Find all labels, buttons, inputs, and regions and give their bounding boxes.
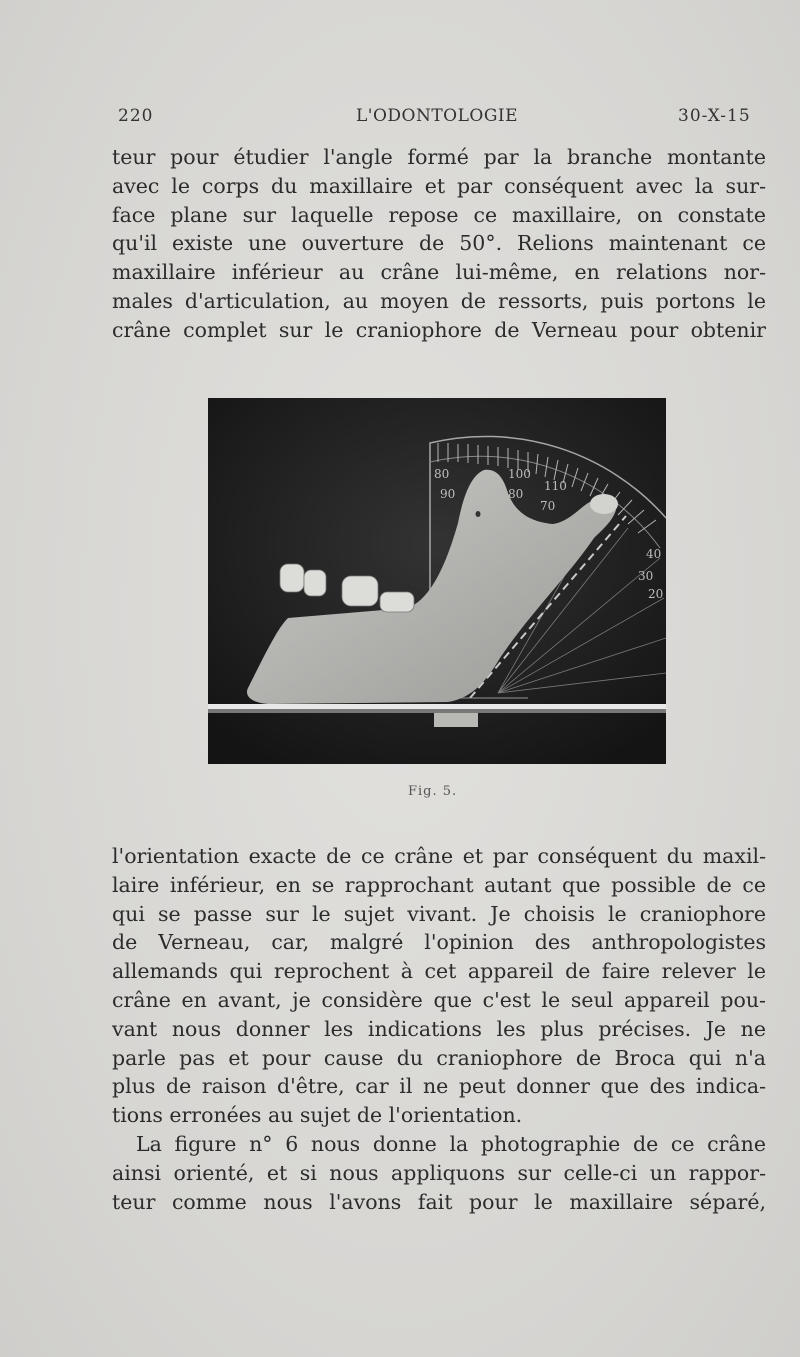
text-line: face plane sur laquelle repose ce maxillaire, on constate bbox=[112, 202, 766, 227]
protractor-label: 80 bbox=[508, 487, 524, 501]
protractor-label: 100 bbox=[508, 467, 531, 481]
text-line: La figure n° 6 nous donne la photographie de ce crâne bbox=[136, 1131, 766, 1156]
text-line: crâne complet sur le craniophore de Verneau pour obtenir bbox=[112, 317, 766, 342]
text-line: maxillaire inférieur au crâne lui-même, en relations nor- bbox=[112, 260, 766, 285]
journal-title: L'ODONTOLOGIE bbox=[356, 106, 519, 126]
text-line: parle pas et pour cause du craniophore de Broca qui n'a bbox=[112, 1045, 766, 1070]
text-line: teur comme nous l'avons fait pour le maxillaire séparé, bbox=[112, 1189, 766, 1214]
protractor-label: 70 bbox=[540, 499, 556, 513]
text-line: teur pour étudier l'angle formé par la branche montante bbox=[112, 145, 766, 169]
paragraph-2 bbox=[112, 842, 766, 1216]
paragraph-1 bbox=[112, 143, 766, 345]
figure-caption: Fig. 5. bbox=[408, 784, 458, 799]
text-line: allemands qui reprochent à cet appareil de faire relever le bbox=[112, 959, 766, 984]
figure-photograph bbox=[208, 398, 666, 764]
protractor-label: 20 bbox=[648, 587, 664, 601]
text-line: de Verneau, car, malgré l'opinion des anthropologistes bbox=[112, 930, 766, 955]
text-line: l'orientation exacte de ce crâne et par conséquent du maxil- bbox=[112, 844, 766, 868]
protractor-label: 80 bbox=[434, 467, 450, 481]
text-line: males d'articulation, au moyen de ressorts, puis portons le bbox=[112, 288, 766, 313]
protractor-label: 90 bbox=[440, 487, 456, 501]
protractor-label: 40 bbox=[646, 547, 662, 561]
protractor-label: 110 bbox=[544, 479, 567, 493]
text-line: laire inférieur, en se rapprochant autant que possible de ce bbox=[112, 872, 766, 897]
mandible-protractor-photo bbox=[208, 398, 666, 764]
text-line: vant nous donner les indications les plus précises. Je ne bbox=[112, 1016, 766, 1041]
issue-date: 30-X-15 bbox=[678, 106, 751, 126]
text-line: plus de raison d'être, car il ne peut donner que des indica- bbox=[112, 1074, 766, 1099]
text-line: ainsi orienté, et si nous appliquons sur celle-ci un rappor- bbox=[112, 1160, 766, 1185]
text-line: crâne en avant, je considère que c'est le seul appareil pou- bbox=[112, 987, 766, 1012]
text-line: qu'il existe une ouverture de 50°. Relions maintenant ce bbox=[112, 231, 766, 256]
text-line: qui se passe sur le sujet vivant. Je choisis le craniophore bbox=[112, 901, 766, 926]
text-line: tions erronées au sujet de l'orientation. bbox=[112, 1103, 523, 1128]
page-number: 220 bbox=[118, 106, 154, 126]
protractor-label: 30 bbox=[638, 569, 654, 583]
running-header bbox=[118, 106, 768, 132]
text-line: avec le corps du maxillaire et par conséquent avec la sur- bbox=[112, 173, 766, 198]
